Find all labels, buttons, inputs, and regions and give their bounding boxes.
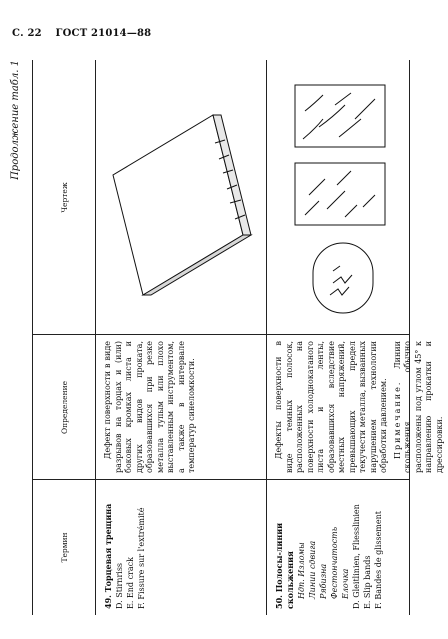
term-title: 49. Торцевая трещина — [103, 503, 113, 609]
table-header — [33, 60, 96, 615]
column-divider — [33, 479, 409, 480]
term-deprecated: Елочка — [341, 568, 350, 599]
end-crack-drawing — [103, 75, 258, 315]
terms-table — [32, 60, 444, 615]
term-deprecated: Фестончатость — [330, 526, 339, 599]
row-divider — [266, 60, 267, 615]
standard-number: ГОСТ 21014—88 — [55, 28, 152, 39]
page-header — [12, 28, 161, 39]
rotated-table-block — [10, 60, 444, 615]
definition-50 — [274, 341, 448, 473]
term-line: E. End crack — [126, 557, 135, 609]
note-label: Примечание. — [392, 380, 402, 459]
term-deprecated: Рябизна — [319, 563, 328, 599]
note-text: Линии скольжения обычно расположены под углом 45° к направлению прокатки и дрессировки. — [392, 341, 444, 473]
term-49 — [103, 484, 147, 609]
definition-text: Дефекты поверхности в виде темных полосок, расположенных на поверхности холоднокатаного листа и ленты, образовавшихся вследствие местных напряжений, превышающих предел текучести металла, вызванных нарушением технологии обработки давлением. — [274, 341, 388, 473]
column-term: Термин — [59, 532, 69, 563]
slip-bands-drawing — [275, 70, 403, 325]
term-line: E. Slip bands — [363, 555, 372, 609]
column-definition: Определение — [59, 380, 69, 435]
term-title: 50. Полосы-линии скольжения — [274, 522, 295, 609]
term-deprecated: Ндп. Изломы — [297, 542, 306, 599]
term-deprecated: Линии сдвига — [308, 540, 317, 599]
column-divider — [33, 334, 409, 335]
definition-text: Дефект поверхности в виде разрывов на торцах и (или) боковых кромках листа и других видов проката, образовавшихся при резке металла тупым или плохо выставленным инструментом, а также в интервале температур синеломкости. — [103, 341, 196, 473]
continuation-label: Продолжение табл. 1 — [10, 60, 21, 180]
term-line: F. Bandes de glissement — [374, 511, 383, 609]
term-50 — [274, 484, 384, 609]
column-drawing: Чертеж — [59, 182, 69, 213]
term-line: D. Stirnriss — [115, 562, 124, 609]
term-line: F. Fissure sur l'extrémité — [137, 507, 146, 609]
term-line: D. Gleitlinien, Fliesslinien — [352, 504, 361, 609]
page-number: С. 22 — [12, 28, 42, 39]
definition-49 — [103, 341, 201, 473]
